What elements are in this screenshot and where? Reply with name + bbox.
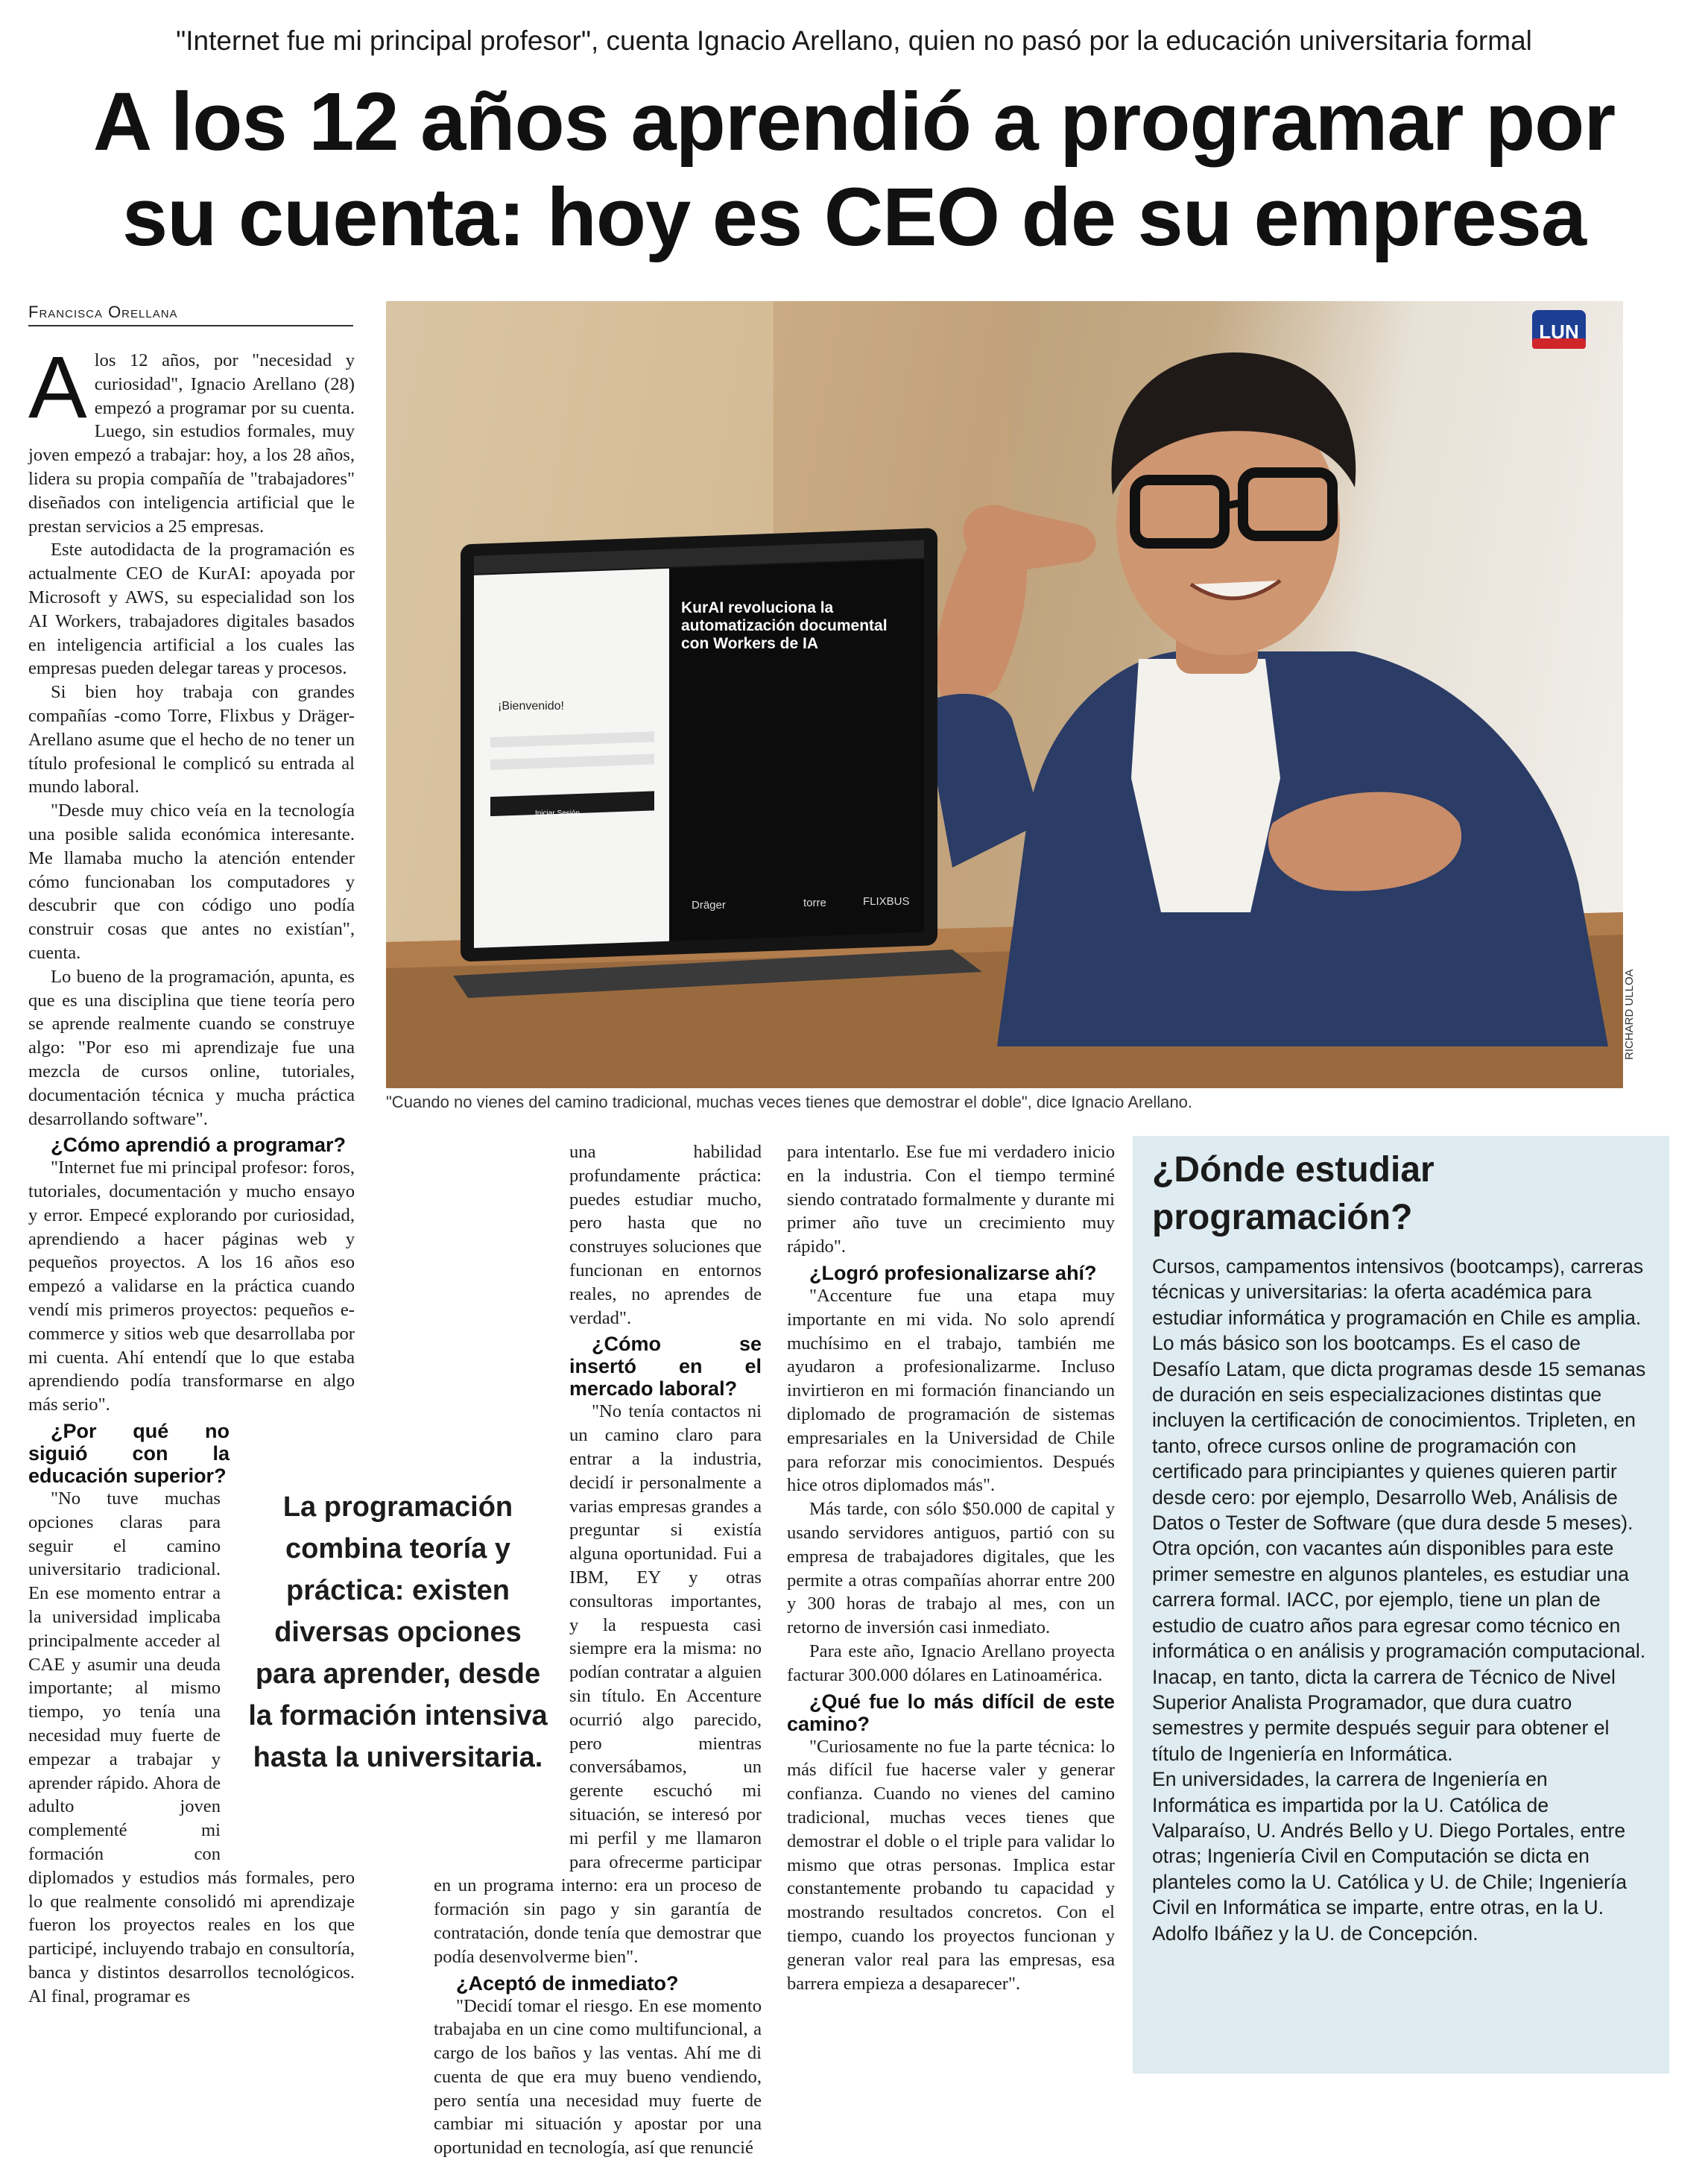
sidebar-body [1152,1254,1650,1946]
article-photo [386,301,1623,1088]
paragraph: Para este año, Ignacio Arellano proyecta facturar 300.000 dólares en Latinoamérica. [787,1640,1115,1687]
paragraph: "Accenture fue una etapa muy importante en mi vida. No solo aprendí muchísimo en el trabajo, también me ayudaron a profesionalizarme. Incluso invirtieron en mi formación financiando un diplomado de programación de sistemas empresariales en la Universidad de Chile para reforzar mis conocimientos. Después hice otros diplomados más". [787,1284,1115,1497]
column-3 [787,1140,1115,1995]
paragraph: "Internet fue mi principal profesor: foros, tutoriales, documentación y mucho ensayo y error. Empecé explorando por curiosidad, aprendiendo a hacer páginas web y pequeños proyectos. A los 16 años eso empezó a validarse en la práctica cuando vendí mis primeros proyectos: pequeños e-commerce y sitios web que desarrollaba por mi cuenta. Ahí entendí que lo que estaba aprendiendo podía transformarse en algo más serio". [28,1156,355,1417]
question-heading: ¿Qué fue lo más difícil de este camino? [787,1690,1115,1735]
laptop-welcome: ¡Bienvenido! [498,700,564,713]
paragraph: "Curiosamente no fue la parte técnica: lo más difícil fue hacerse valer y generar confianza. Cuando no vienes del camino tradicional, muchas veces tienes que demostrar el doble o el triple para validar lo mismo que otras personas. Implica estar constantemente probando tu capacidad y mostrando resultados concretos. Con el tiempo, cuando los proyectos funcionan y generan valor real para las empresas, esa barrera empieza a desaparecer". [787,1735,1115,1996]
column-2 [434,1140,762,2160]
paragraph: "No tenía contactos ni un camino claro para entrar a la industria, decidí ir personalmente a varias empresas grandes a preguntar si existía alguna oportunidad. Fui a IBM, EY y otras consultoras importantes, y la respuesta casi siempre era la misma: no podían contratar a alguien sin título. En Accenture ocurrió algo parecido, pero mientras conversábamos, un gerente escuchó mi situación, se interesó por mi perfil y me llamaron para ofrecerme participar en un programa interno: era un proceso de formación sin pago y sin garantía de contratación, donde tenía que demostrar que podía desenvolverme bien". [434,1400,762,1968]
sidebar-paragraph: Cursos, campamentos intensivos (bootcamps), carreras técnicas y universitarias: la oferta académica para estudiar informática y programación en Chile es amplia. [1152,1254,1650,1330]
paragraph: para intentarlo. Ese fue mi verdadero inicio en la industria. Con el tiempo terminé siendo contratado formalmente y durante mi primer año tuve un crecimiento muy rápido". [787,1140,1115,1259]
paragraph: una habilidad profundamente práctica: puedes estudiar mucho, pero hasta que no construyes soluciones que funcionan en entornos reales, no aprendes de verdad". [434,1140,762,1330]
question-heading: ¿Logró profesionalizarse ahí? [787,1262,1115,1284]
sidebar-paragraph: Otra opción, con vacantes aún disponibles para este primer semestre en algunos planteles, es estudiar una carrera formal. IACC, por ejemplo, tiene un plan de estudio de cuatro años para egresar como técnico en informática o en análisis y programación computacional. Inacap, en tanto, dicta la carrera de Técnico de Nivel Superior Analista Programador, que dura cuatro semestres y permite después seguir para obtener el título de Ingeniería en Informática. [1152,1535,1650,1766]
paragraph: "No tuve muchas opciones claras para seguir el camino universitario tradicional. En ese momento entrar a la universidad implicaba principalmente acceder al CAE y asumir una deuda importante; al mismo tiempo, yo tenía una necesidad muy fuerte de empezar a trabajar y aprender rápido. Ahora de adulto joven complementé mi formación con diplomados y estudios más formales, pero lo que realmente consolidó mi aprendizaje fueron los proyectos reales en los que participé, incluyendo trabajo en consultoría, banca y distintos desarrollos tecnológicos. Al final, programar es [28,1487,355,2009]
intro-paragraph: Alos 12 años, por "necesidad y curiosidad", Ignacio Arellano (28) empezó a programar por su cuenta. Luego, sin estudios formales, muy joven empezó a trabajar: hoy, a los 28 años, lidera su propia compañía de "trabajadores" diseñados con inteligencia artificial que le prestan servicios a 25 empresas. [28,349,355,538]
photo-illustration [386,301,1623,1088]
paragraph: Lo bueno de la programación, apunta, es que es una disciplina que tiene teoría pero se aprende realmente cuando se construye algo: "Por eso mi aprendizaje fue una mezcla de cursos online, tutoriales, documentación técnica y mucha práctica desarrollando software". [28,965,355,1131]
headline-line-2: su cuenta: hoy es CEO de su empresa [15,170,1693,265]
brand-drager: Dräger [692,899,726,912]
narrow-block [28,1420,230,1487]
headline-line-1: A los 12 años aprendió a programar por [15,75,1693,170]
drop-cap: A [28,353,87,422]
question-heading: ¿Aceptó de inmediato? [434,1972,762,1995]
paragraph: Este autodidacta de la programación es actualmente CEO de KurAI: apoyada por Microsoft y AWS, su especialidad son los AI Workers, trabajadores digitales basados en inteligencia artificial a los cuales las empresas pueden delegar tareas y procesos. [28,538,355,680]
laptop-login-button: Iniciar Sesión [535,809,580,818]
paragraph: Si bien hoy trabaja con grandes compañías -como Torre, Flixbus y Dräger- Arellano asume que el hecho de no tener un título profesional le complicó su entrada al mundo laboral. [28,680,355,799]
paragraph: "Decidí tomar el riesgo. En ese momento trabajaba en un cine como multifuncional, a cargo de los baños y las ventas. Ahí me di cuenta de que era muy bueno vendiendo, pero sentía una necesidad muy fuerte de cambiar mi situación y apostar por una oportunidad en tecnología, así que renuncié [434,1995,762,2160]
headline [15,75,1693,265]
photo-caption: "Cuando no vienes del camino tradicional, muchas veces tienes que demostrar el doble", dice Ignacio Arellano. [386,1093,1623,1112]
sidebar-paragraph: En universidades, la carrera de Ingeniería en Informática es impartida por la U. Católica de Valparaíso, U. Andrés Bello y U. Diego Portales, entre otras; Ingeniería Civil en Computación se dicta en planteles como la U. Católica y U. de Chile; Ingeniería Civil en Informática se imparte, entre otras, en la U. Adolfo Ibáñez y la U. de Concepción. [1152,1766,1650,1946]
pull-quote: La programación combina teoría y práctica: existen diversas opciones para aprender, desde la formación intensiva hasta la universitaria. [244,1486,551,1778]
sidebar-paragraph: Lo más básico son los bootcamps. Es el caso de Desafío Latam, que dicta programas desde 15 semanas de duración en seis especializaciones distintas que incluyen la certificación de conocimientos. Tripleten, en tanto, ofrece cursos online de programación con certificado para principiantes y quienes quieren partir desde cero: por ejemplo, Desarrollo Web, Análisis de Datos o Tester de Software (que dura desde 5 meses). [1152,1330,1650,1535]
question-heading: ¿Cómo aprendió a programar? [28,1134,355,1156]
sidebar-title: ¿Dónde estudiar programación? [1152,1146,1650,1242]
brand-flixbus: FLIXBUS [863,895,910,908]
paragraph: Más tarde, con sólo $50.000 de capital y usando servidores antiguos, partió con su empresa de trabajadores digitales, que les permite a otras compañías ahorrar entre 200 y 300 horas de trabajo al mes, con un retorno de inversión casi inmediato. [787,1497,1115,1640]
lun-logo: LUN [1539,320,1578,343]
byline: Francisca Orellana [28,303,353,326]
question-heading: ¿Por qué no siguió con la educación superior? [28,1420,230,1487]
photo-credit: RICHARD ULLOA [1623,969,1645,1081]
brand-torre: torre [803,897,826,909]
sidebar-box [1133,1136,1669,2074]
kicker: "Internet fue mi principal profesor", cuenta Ignacio Arellano, quien no pasó por la educación universitaria formal [0,25,1708,57]
question-heading: ¿Cómo se insertó en el mercado laboral? [434,1333,762,1400]
laptop-promo-title: KurAI revoluciona la automatización documental con Workers de IA [681,599,905,653]
paragraph: "Desde muy chico veía en la tecnología una posible salida económica interesante. Me llamaba mucho la atención entender cómo funcionaban los computadores y descubrir que con código uno podía construir cosas que antes no existían", cuenta. [28,799,355,965]
